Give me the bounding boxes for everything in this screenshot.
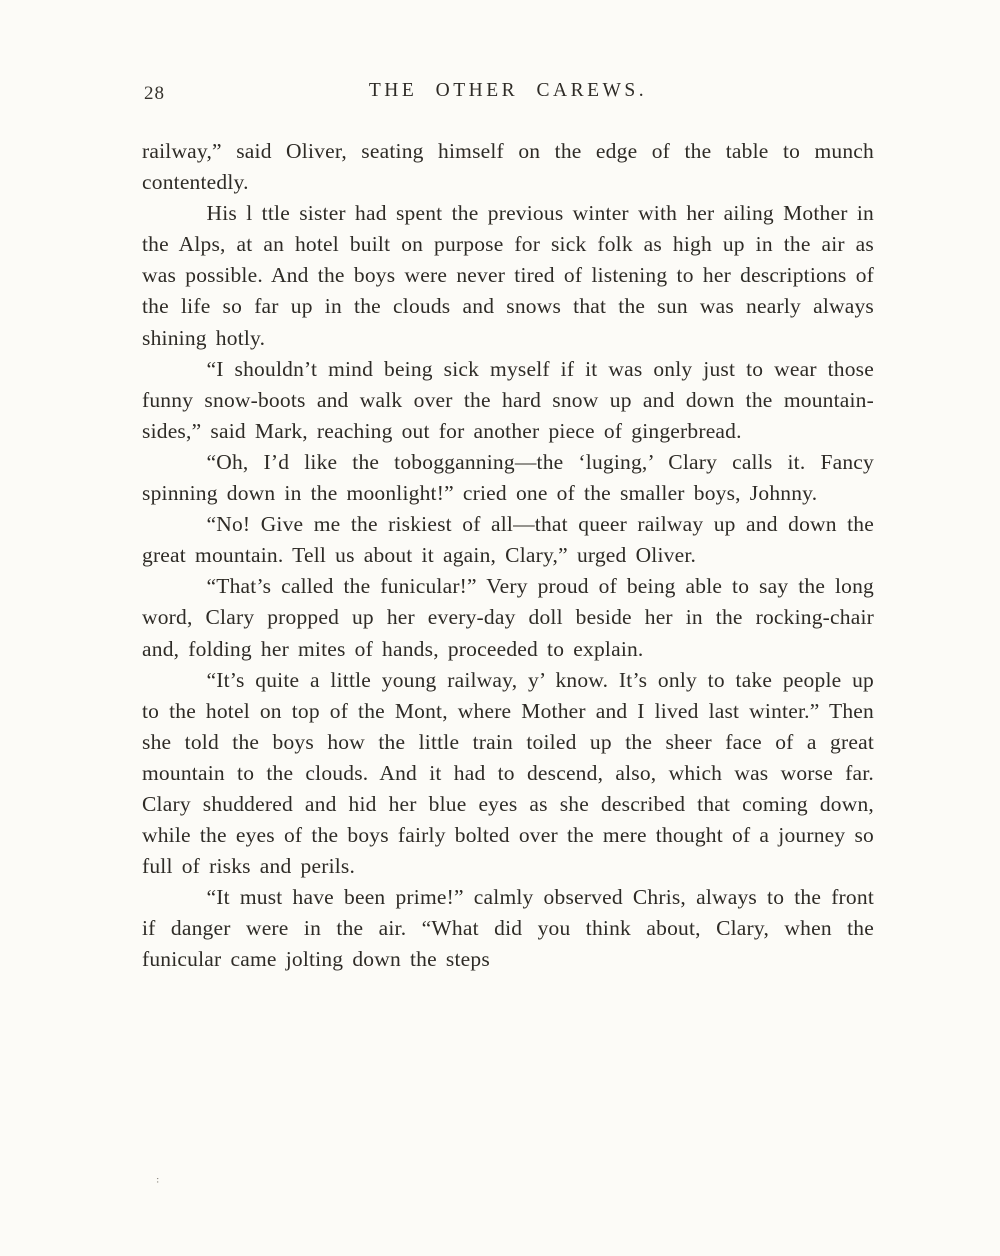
page-number: 28 (144, 83, 165, 104)
paragraph: “It’s quite a little young railway, y’ know. It’s only to take people up to the hotel on top of the Mont, where Mother and I lived last winter.” Then she told the boys how the little train toiled up the sheer face of a great mountain to the clouds. And it had to descend, also, which was worse far. Clary shuddered and hid her blue eyes as she described that coming down, while the eyes of the boys fairly bolted over the mere thought of a journey so full of risks and perils. (142, 667, 874, 879)
paragraph: “It must have been prime!” calmly observed Chris, always to the front if danger were in the air. “What did you think about, Clary, when the funicular came jolting down the steps (142, 885, 874, 972)
paragraph: His l ttle sister had spent the previous winter with her ailing Mother in the Alps, at an hotel built on purpose for sick folk as high up in the air as was possible. And the boys were never tired of listening to her descriptions of the life so far up in the clouds and snows that the sun was nearly always shining hotly. (142, 201, 874, 350)
paragraph: “That’s called the funicular!” Very proud of being able to say the long word, Clary propped up her every-day doll beside her in the rocking-chair and, folding her mites of hands, proceeded to explain. (142, 574, 874, 661)
paragraph-continuation: railway,” said Oliver, seating himself on the edge of the table to munch contentedly. (142, 139, 874, 195)
paragraph: “Oh, I’d like the tobogganning—the ‘luging,’ Clary calls it. Fancy spinning down in the moonlight!” cried one of the smaller boys, Johnny. (142, 449, 874, 506)
page-body (142, 136, 874, 976)
page-header (142, 80, 874, 112)
print-artifact: : (156, 1173, 160, 1185)
paragraph: “I shouldn’t mind being sick myself if it was only just to wear those funny snow-boots and walk over the hard snow up and down the mountain-sides,” said Mark, reaching out for another piece of gingerbread. (142, 356, 874, 443)
paragraph: “No! Give me the riskiest of all—that queer railway up and down the great mountain. Tell us about it again, Clary,” urged Oliver. (142, 512, 874, 568)
running-title: THE OTHER CAREWS. (368, 80, 648, 101)
